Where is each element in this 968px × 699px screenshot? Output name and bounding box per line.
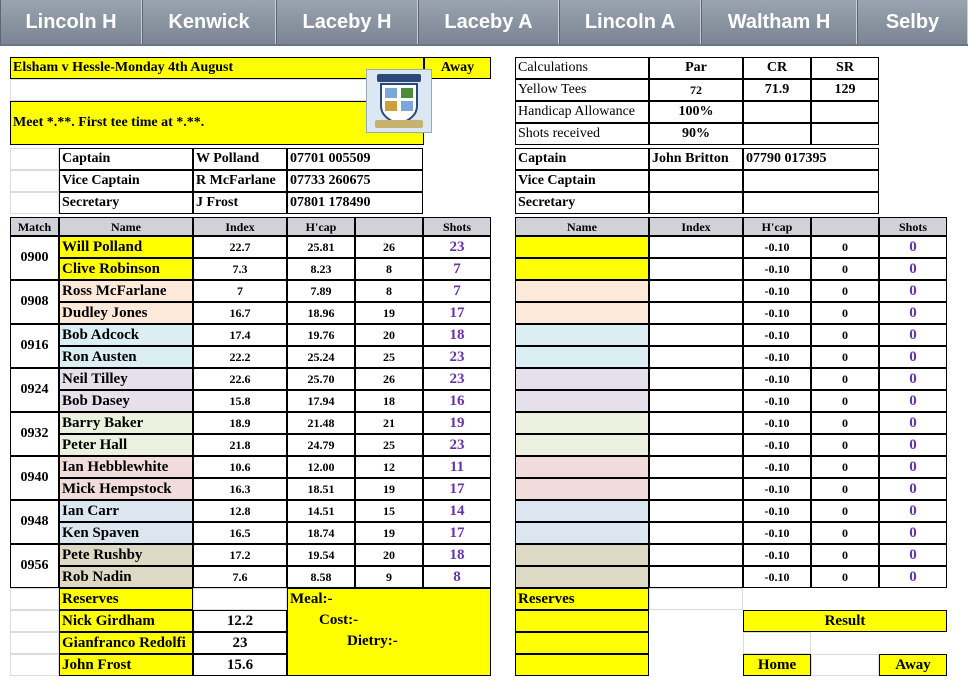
player-shots: 23 — [423, 434, 491, 456]
away-reserve-name — [515, 654, 649, 676]
player-playing-hcap: 25 — [355, 346, 423, 368]
away-player-name — [515, 412, 649, 434]
home-official-phone: 07733 260675 — [287, 170, 423, 192]
player-playing-hcap: 26 — [355, 236, 423, 258]
player-name: Peter Hall — [59, 434, 193, 456]
player-shots: 19 — [423, 412, 491, 434]
away-official-name — [649, 170, 743, 192]
player-hcap: 21.48 — [287, 412, 355, 434]
away-player-ph: 0 — [811, 346, 879, 368]
player-shots: 14 — [423, 500, 491, 522]
away-player-ph: 0 — [811, 500, 879, 522]
away-official-role: Vice Captain — [515, 170, 649, 192]
player-shots: 17 — [423, 302, 491, 324]
player-index: 22.6 — [193, 368, 287, 390]
player-index: 16.5 — [193, 522, 287, 544]
away-player-ph: 0 — [811, 302, 879, 324]
blank-row — [10, 79, 424, 101]
dietary-label: Dietry:- — [347, 633, 398, 649]
player-index: 7 — [193, 280, 287, 302]
player-hcap: 25.70 — [287, 368, 355, 390]
tab-kenwick[interactable]: Kenwick — [142, 0, 276, 44]
away-player-index — [649, 566, 743, 588]
player-hcap: 12.00 — [287, 456, 355, 478]
player-playing-hcap: 20 — [355, 324, 423, 346]
away-player-name — [515, 236, 649, 258]
player-index: 22.2 — [193, 346, 287, 368]
away-player-name — [515, 346, 649, 368]
calc-value: 100% — [649, 101, 743, 123]
blank — [649, 588, 743, 610]
tee-time: 0940 — [10, 456, 59, 500]
calc-cr: CR — [743, 57, 811, 79]
player-index: 15.8 — [193, 390, 287, 412]
player-hcap: 18.96 — [287, 302, 355, 324]
away-player-index — [649, 434, 743, 456]
player-index: 17.4 — [193, 324, 287, 346]
away-player-index — [649, 280, 743, 302]
away-player-name — [515, 544, 649, 566]
calc-label: Shots received — [515, 123, 649, 145]
away-player-name — [515, 478, 649, 500]
away-player-shots: 0 — [879, 500, 947, 522]
player-name: Bob Dasey — [59, 390, 193, 412]
tab-laceby-a[interactable]: Laceby A — [418, 0, 559, 44]
player-hcap: 17.94 — [287, 390, 355, 412]
player-playing-hcap: 9 — [355, 566, 423, 588]
player-name: Ross McFarlane — [59, 280, 193, 302]
home-official-phone: 07801 178490 — [287, 192, 423, 214]
player-name: Clive Robinson — [59, 258, 193, 280]
away-player-shots: 0 — [879, 434, 947, 456]
blank — [10, 148, 59, 170]
player-hcap: 19.76 — [287, 324, 355, 346]
blank — [811, 654, 879, 676]
player-shots: 16 — [423, 390, 491, 412]
player-shots: 17 — [423, 478, 491, 500]
player-shots: 7 — [423, 280, 491, 302]
player-name: Bob Adcock — [59, 324, 193, 346]
tab-laceby-h[interactable]: Laceby H — [276, 0, 418, 44]
header-match: Match — [10, 217, 59, 236]
away-player-index — [649, 390, 743, 412]
player-playing-hcap: 8 — [355, 258, 423, 280]
away-official-phone — [743, 170, 879, 192]
player-name: Barry Baker — [59, 412, 193, 434]
player-playing-hcap: 21 — [355, 412, 423, 434]
away-player-name — [515, 324, 649, 346]
away-player-index — [649, 478, 743, 500]
calc-sr: SR — [811, 57, 879, 79]
away-player-hcap: -0.10 — [743, 544, 811, 566]
away-player-name — [515, 500, 649, 522]
player-index: 18.9 — [193, 412, 287, 434]
away-player-hcap: -0.10 — [743, 236, 811, 258]
away-player-shots: 0 — [879, 280, 947, 302]
away-player-hcap: -0.10 — [743, 412, 811, 434]
away-player-ph: 0 — [811, 368, 879, 390]
header-index-away: Index — [649, 217, 743, 236]
result-away: Away — [879, 654, 947, 676]
result-home: Home — [743, 654, 811, 676]
header-hcap-away: H'cap — [743, 217, 811, 236]
tab-waltham-h[interactable]: Waltham H — [701, 0, 857, 44]
calc-value: 90% — [649, 123, 743, 145]
away-player-ph: 0 — [811, 324, 879, 346]
away-player-ph: 0 — [811, 412, 879, 434]
tee-time: 0932 — [10, 412, 59, 456]
away-player-name — [515, 368, 649, 390]
home-official-role: Vice Captain — [59, 170, 193, 192]
away-player-name — [515, 258, 649, 280]
reserve-index: 15.6 — [193, 654, 287, 676]
player-name: Dudley Jones — [59, 302, 193, 324]
player-index: 16.3 — [193, 478, 287, 500]
player-shots: 23 — [423, 368, 491, 390]
player-shots: 18 — [423, 544, 491, 566]
blank — [10, 610, 59, 632]
player-shots: 23 — [423, 346, 491, 368]
player-hcap: 25.81 — [287, 236, 355, 258]
header-shots: Shots — [423, 217, 491, 236]
cost-label: Cost:- — [319, 612, 359, 628]
away-official-name — [649, 192, 743, 214]
calc-cr: 71.9 — [743, 79, 811, 101]
away-player-shots: 0 — [879, 390, 947, 412]
away-player-name — [515, 456, 649, 478]
away-player-index — [649, 346, 743, 368]
reserve-name: John Frost — [59, 654, 193, 676]
away-reserve-name — [515, 632, 649, 654]
meal-label: Meal:- — [290, 591, 333, 607]
player-hcap: 18.51 — [287, 478, 355, 500]
header-hcap: H'cap — [287, 217, 355, 236]
player-hcap: 7.89 — [287, 280, 355, 302]
tee-time: 0908 — [10, 280, 59, 324]
away-player-name — [515, 522, 649, 544]
away-player-index — [649, 258, 743, 280]
away-player-index — [649, 324, 743, 346]
away-player-hcap: -0.10 — [743, 324, 811, 346]
away-player-shots: 0 — [879, 258, 947, 280]
player-hcap: 19.54 — [287, 544, 355, 566]
away-player-ph: 0 — [811, 390, 879, 412]
away-player-index — [649, 456, 743, 478]
tab-selby[interactable]: Selby — [857, 0, 968, 44]
header-ph — [355, 217, 423, 236]
away-player-ph: 0 — [811, 544, 879, 566]
away-official-phone — [743, 192, 879, 214]
away-player-hcap: -0.10 — [743, 566, 811, 588]
away-player-shots: 0 — [879, 302, 947, 324]
away-player-index — [649, 368, 743, 390]
player-index: 7.3 — [193, 258, 287, 280]
player-hcap: 14.51 — [287, 500, 355, 522]
tab-bar — [0, 0, 968, 46]
away-reserve-name — [515, 610, 649, 632]
away-player-hcap: -0.10 — [743, 500, 811, 522]
away-player-hcap: -0.10 — [743, 368, 811, 390]
away-player-name — [515, 390, 649, 412]
header-name: Name — [59, 217, 193, 236]
tee-time: 0916 — [10, 324, 59, 368]
away-player-hcap: -0.10 — [743, 280, 811, 302]
meal-box — [287, 588, 491, 676]
header-name-away: Name — [515, 217, 649, 236]
venue-label: Away — [424, 57, 491, 79]
blank — [10, 170, 59, 192]
away-player-shots: 0 — [879, 324, 947, 346]
player-playing-hcap: 19 — [355, 522, 423, 544]
player-playing-hcap: 25 — [355, 434, 423, 456]
away-player-hcap: -0.10 — [743, 522, 811, 544]
home-official-name: W Polland — [193, 148, 287, 170]
player-playing-hcap: 18 — [355, 390, 423, 412]
player-shots: 11 — [423, 456, 491, 478]
away-player-index — [649, 500, 743, 522]
away-player-ph: 0 — [811, 236, 879, 258]
away-player-index — [649, 236, 743, 258]
away-player-index — [649, 522, 743, 544]
player-hcap: 18.74 — [287, 522, 355, 544]
away-official-name: John Britton — [649, 148, 743, 170]
away-player-shots: 0 — [879, 522, 947, 544]
tab-lincoln-a[interactable]: Lincoln A — [559, 0, 701, 44]
calc-label: Yellow Tees — [515, 79, 649, 101]
reserve-name: Nick Girdham — [59, 610, 193, 632]
tee-time: 0948 — [10, 500, 59, 544]
away-player-name — [515, 434, 649, 456]
away-player-index — [649, 412, 743, 434]
away-official-role: Secretary — [515, 192, 649, 214]
player-playing-hcap: 15 — [355, 500, 423, 522]
header-index: Index — [193, 217, 287, 236]
player-name: Neil Tilley — [59, 368, 193, 390]
player-playing-hcap: 19 — [355, 302, 423, 324]
away-player-shots: 0 — [879, 566, 947, 588]
calc-value: 72 — [649, 79, 743, 101]
player-index: 22.7 — [193, 236, 287, 258]
reserve-index: 23 — [193, 632, 287, 654]
away-player-ph: 0 — [811, 280, 879, 302]
blank — [10, 654, 59, 676]
player-shots: 18 — [423, 324, 491, 346]
tee-time: 0956 — [10, 544, 59, 588]
home-official-role: Captain — [59, 148, 193, 170]
away-player-shots: 0 — [879, 478, 947, 500]
blank — [743, 632, 811, 654]
meet-info: Meet *.**. First tee time at *.**. — [10, 101, 424, 145]
away-player-shots: 0 — [879, 544, 947, 566]
player-hcap: 24.79 — [287, 434, 355, 456]
player-playing-hcap: 20 — [355, 544, 423, 566]
player-name: Mick Hempstock — [59, 478, 193, 500]
away-player-ph: 0 — [811, 566, 879, 588]
away-player-shots: 0 — [879, 346, 947, 368]
calc-cr — [743, 123, 811, 145]
player-index: 16.7 — [193, 302, 287, 324]
player-hcap: 25.24 — [287, 346, 355, 368]
calc-label: Calculations — [515, 57, 649, 79]
away-player-shots: 0 — [879, 412, 947, 434]
away-player-hcap: -0.10 — [743, 346, 811, 368]
away-player-name — [515, 566, 649, 588]
reserve-index: 12.2 — [193, 610, 287, 632]
player-playing-hcap: 26 — [355, 368, 423, 390]
player-shots: 8 — [423, 566, 491, 588]
calc-sr — [811, 101, 879, 123]
away-player-index — [649, 544, 743, 566]
away-player-ph: 0 — [811, 258, 879, 280]
blank — [193, 588, 287, 610]
player-playing-hcap: 19 — [355, 478, 423, 500]
club-crest-icon — [367, 70, 431, 132]
away-reserves-label: Reserves — [515, 588, 649, 610]
tab-lincoln-h[interactable]: Lincoln H — [0, 0, 142, 44]
home-official-name: R McFarlane — [193, 170, 287, 192]
away-player-hcap: -0.10 — [743, 434, 811, 456]
reserve-name: Gianfranco Redolfi — [59, 632, 193, 654]
player-shots: 17 — [423, 522, 491, 544]
player-index: 12.8 — [193, 500, 287, 522]
away-player-shots: 0 — [879, 456, 947, 478]
away-player-shots: 0 — [879, 368, 947, 390]
away-player-ph: 0 — [811, 434, 879, 456]
player-shots: 23 — [423, 236, 491, 258]
calc-value: Par — [649, 57, 743, 79]
player-name: Ian Hebblewhite — [59, 456, 193, 478]
home-official-role: Secretary — [59, 192, 193, 214]
player-index: 7.6 — [193, 566, 287, 588]
away-player-ph: 0 — [811, 478, 879, 500]
tee-time: 0900 — [10, 236, 59, 280]
player-name: Ron Austen — [59, 346, 193, 368]
player-playing-hcap: 12 — [355, 456, 423, 478]
away-player-hcap: -0.10 — [743, 478, 811, 500]
reserves-label: Reserves — [59, 588, 193, 610]
calc-sr — [811, 123, 879, 145]
calc-label: Handicap Allowance — [515, 101, 649, 123]
header-shots-away: Shots — [879, 217, 947, 236]
away-player-hcap: -0.10 — [743, 456, 811, 478]
away-player-hcap: -0.10 — [743, 258, 811, 280]
away-player-shots: 0 — [879, 236, 947, 258]
home-official-name: J Frost — [193, 192, 287, 214]
player-index: 10.6 — [193, 456, 287, 478]
player-playing-hcap: 8 — [355, 280, 423, 302]
header-ph-away — [811, 217, 879, 236]
player-name: Pete Rushby — [59, 544, 193, 566]
calc-sr: 129 — [811, 79, 879, 101]
away-player-index — [649, 302, 743, 324]
away-player-hcap: -0.10 — [743, 302, 811, 324]
club-logo — [366, 69, 432, 133]
away-player-name — [515, 280, 649, 302]
calc-cr — [743, 101, 811, 123]
away-official-role: Captain — [515, 148, 649, 170]
result-label: Result — [743, 610, 947, 632]
player-name: Rob Nadin — [59, 566, 193, 588]
player-name: Will Polland — [59, 236, 193, 258]
away-player-ph: 0 — [811, 522, 879, 544]
player-hcap: 8.58 — [287, 566, 355, 588]
match-title: Elsham v Hessle-Monday 4th August — [10, 57, 424, 79]
player-index: 17.2 — [193, 544, 287, 566]
tee-time: 0924 — [10, 368, 59, 412]
player-hcap: 8.23 — [287, 258, 355, 280]
blank — [10, 192, 59, 214]
away-player-ph: 0 — [811, 456, 879, 478]
away-player-hcap: -0.10 — [743, 390, 811, 412]
player-name: Ken Spaven — [59, 522, 193, 544]
player-index: 21.8 — [193, 434, 287, 456]
away-official-phone: 07790 017395 — [743, 148, 879, 170]
blank — [10, 632, 59, 654]
home-official-phone: 07701 005509 — [287, 148, 423, 170]
player-shots: 7 — [423, 258, 491, 280]
player-name: Ian Carr — [59, 500, 193, 522]
away-player-name — [515, 302, 649, 324]
blank — [10, 588, 59, 610]
